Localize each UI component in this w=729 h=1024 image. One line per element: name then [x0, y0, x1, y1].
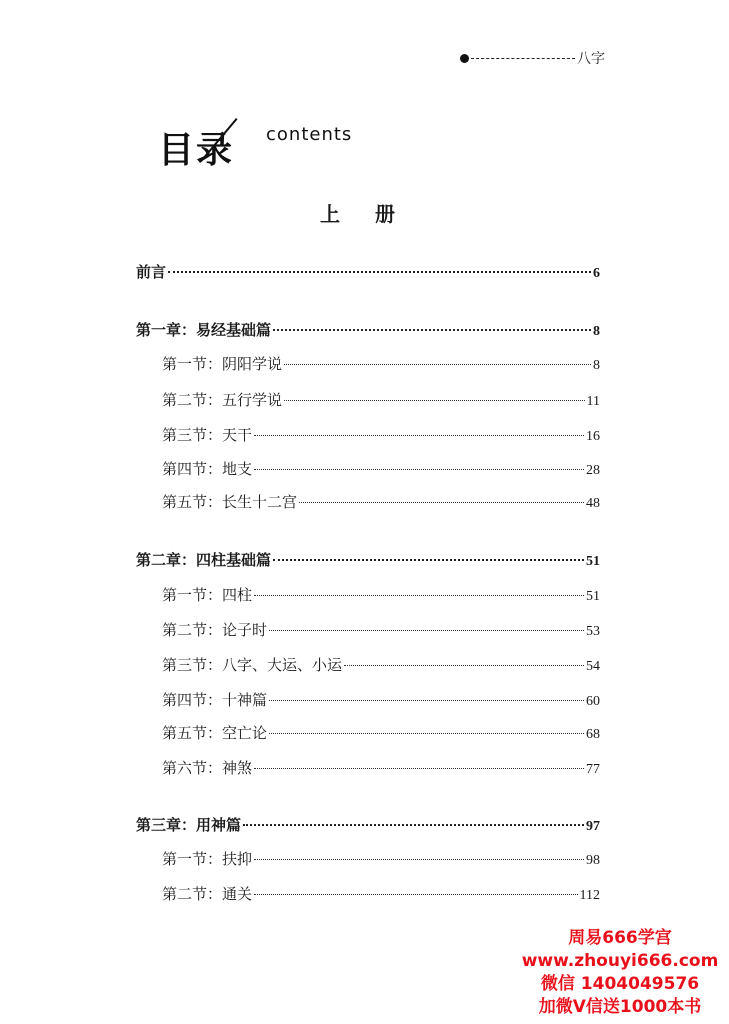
toc-section-row — [162, 620, 600, 640]
toc-leader-dots — [254, 768, 584, 769]
toc-leader-dots — [254, 469, 584, 470]
toc-leader-dots — [254, 894, 578, 895]
toc-entry-page: 77 — [586, 762, 600, 777]
toc-section-row — [162, 655, 600, 675]
toc-leader-dots — [284, 364, 591, 365]
header-dash-line — [471, 58, 575, 59]
toc-leader-dots — [299, 502, 584, 503]
contents-logo-cn: 目录 — [158, 130, 235, 171]
toc-leader-dots — [273, 559, 584, 561]
toc-entry-label: 第五节：长生十二宫 — [162, 493, 298, 511]
toc-entry-page: 28 — [586, 463, 600, 478]
toc-section-row — [162, 354, 600, 374]
toc-leader-dots — [254, 859, 584, 860]
toc-entry-label: 第三节：天干 — [162, 426, 253, 444]
toc-entry-label: 第一节：扶抑 — [162, 850, 253, 868]
toc-section-row — [162, 849, 600, 869]
watermark-line-4: 加微V信送1000本书 — [538, 997, 702, 1017]
contents-logo-en: contents — [266, 124, 353, 145]
volume-title: 上 册 — [320, 202, 409, 226]
toc-entry-page: 98 — [586, 853, 600, 868]
toc-section-row — [162, 758, 600, 778]
toc-entry-page: 112 — [579, 888, 600, 903]
watermark-line-2: www.zhouyi666.com — [521, 951, 719, 971]
toc-leader-dots — [243, 824, 584, 826]
bullet-dot-icon — [460, 54, 469, 63]
running-header — [460, 48, 605, 68]
toc-entry-page: 53 — [586, 624, 600, 639]
toc-entry-label: 第二章：四柱基础篇 — [136, 551, 272, 569]
toc-section-row — [162, 425, 600, 445]
toc-entry-label: 第三节：八字、大运、小运 — [162, 656, 343, 674]
toc-leader-dots — [284, 400, 585, 401]
header-text: 八字 — [577, 51, 605, 67]
toc-entry-label: 第一节：四柱 — [162, 586, 253, 604]
toc-entry-label: 第三章：用神篇 — [136, 816, 242, 834]
toc-entry-label: 前言 — [136, 263, 167, 281]
toc-entry-label: 第一节：阴阳学说 — [162, 355, 283, 373]
toc-entry-page: 68 — [586, 727, 600, 742]
toc-leader-dots — [168, 271, 591, 273]
toc-entry-page: 48 — [586, 496, 600, 511]
watermark — [520, 927, 720, 1019]
toc-entry-page: 16 — [586, 429, 600, 444]
toc-entry-page: 51 — [586, 554, 600, 569]
toc-entry-label: 第六节：神煞 — [162, 759, 253, 777]
watermark-line-1: 周易666学宫 — [568, 928, 672, 948]
toc-chapter-row — [136, 320, 600, 340]
toc-entry-page: 6 — [593, 266, 600, 281]
toc-entry-page: 11 — [586, 394, 600, 409]
toc-chapter-row — [136, 262, 600, 282]
toc-entry-page: 51 — [586, 589, 600, 604]
toc-section-row — [162, 884, 600, 904]
toc-entry-label: 第一章：易经基础篇 — [136, 321, 272, 339]
toc-leader-dots — [254, 595, 584, 596]
toc-entry-page: 60 — [586, 694, 600, 709]
toc-entry-page: 8 — [593, 324, 600, 339]
contents-logo — [158, 112, 398, 172]
toc-section-row — [162, 492, 600, 512]
toc-leader-dots — [269, 630, 584, 631]
toc-section-row — [162, 459, 600, 479]
toc-section-row — [162, 690, 600, 710]
toc-entry-label: 第二节：论子时 — [162, 621, 268, 639]
toc-leader-dots — [254, 435, 584, 436]
toc-chapter-row — [136, 815, 600, 835]
watermark-line-3: 微信 1404049576 — [540, 974, 700, 994]
toc-entry-label: 第二节：通关 — [162, 885, 253, 903]
toc-entry-page: 97 — [586, 819, 600, 834]
toc-leader-dots — [269, 700, 584, 701]
toc-entry-label: 第五节：空亡论 — [162, 724, 268, 742]
toc-leader-dots — [269, 733, 584, 734]
toc-section-row — [162, 585, 600, 605]
toc-leader-dots — [344, 665, 584, 666]
toc-chapter-row — [136, 550, 600, 570]
toc-entry-page: 54 — [586, 659, 600, 674]
toc-leader-dots — [273, 329, 591, 331]
toc-entry-label: 第四节：地支 — [162, 460, 253, 478]
toc-section-row — [162, 723, 600, 743]
toc-entry-label: 第二节：五行学说 — [162, 391, 283, 409]
toc-entry-label: 第四节：十神篇 — [162, 691, 268, 709]
toc-section-row — [162, 390, 600, 410]
toc-entry-page: 8 — [593, 358, 600, 373]
